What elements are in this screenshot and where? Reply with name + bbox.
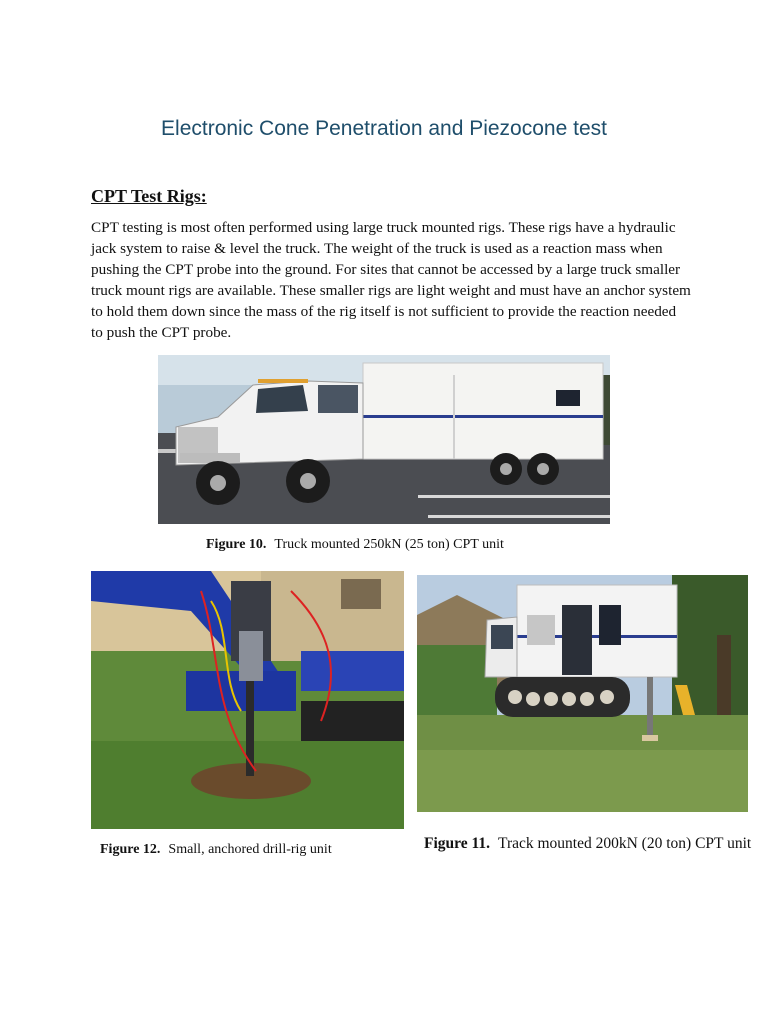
figure-11-label: Figure 11.: [424, 835, 491, 852]
section-heading: CPT Test Rigs:: [91, 186, 207, 206]
drill-rig-photo: [91, 571, 404, 829]
intro-paragraph: CPT testing is most often performed using large truck mounted rigs. These rigs have a hydraulic jack system to raise & level the truck. The weight of the truck is used as a reaction mass when pushing the CPT probe into the ground. For sites that cannot be accessed by a large truck smaller truck mount rigs are available. These smaller rigs are light weight and must have an anchor system to hold them down since the mass of the rig itself is not sufficient to provide the reaction needed to push the CPT probe.: [91, 219, 691, 341]
figure-10-text: Truck mounted 250kN (25 ton) CPT unit: [274, 537, 504, 552]
truck-rig-photo: [158, 355, 610, 524]
figure-12-text: Small, anchored drill-rig unit: [168, 842, 332, 857]
figure-10-label: Figure 10.: [206, 537, 267, 552]
figure-11-caption: [424, 835, 751, 853]
track-rig-photo: [417, 575, 748, 812]
figure-11-text: Track mounted 200kN (20 ton) CPT unit: [498, 835, 752, 852]
figure-10-caption: [206, 537, 504, 553]
page-title: Electronic Cone Penetration and Piezocone test: [161, 117, 607, 140]
figure-12-label: Figure 12.: [100, 842, 161, 857]
figure-12-caption: [100, 842, 332, 858]
